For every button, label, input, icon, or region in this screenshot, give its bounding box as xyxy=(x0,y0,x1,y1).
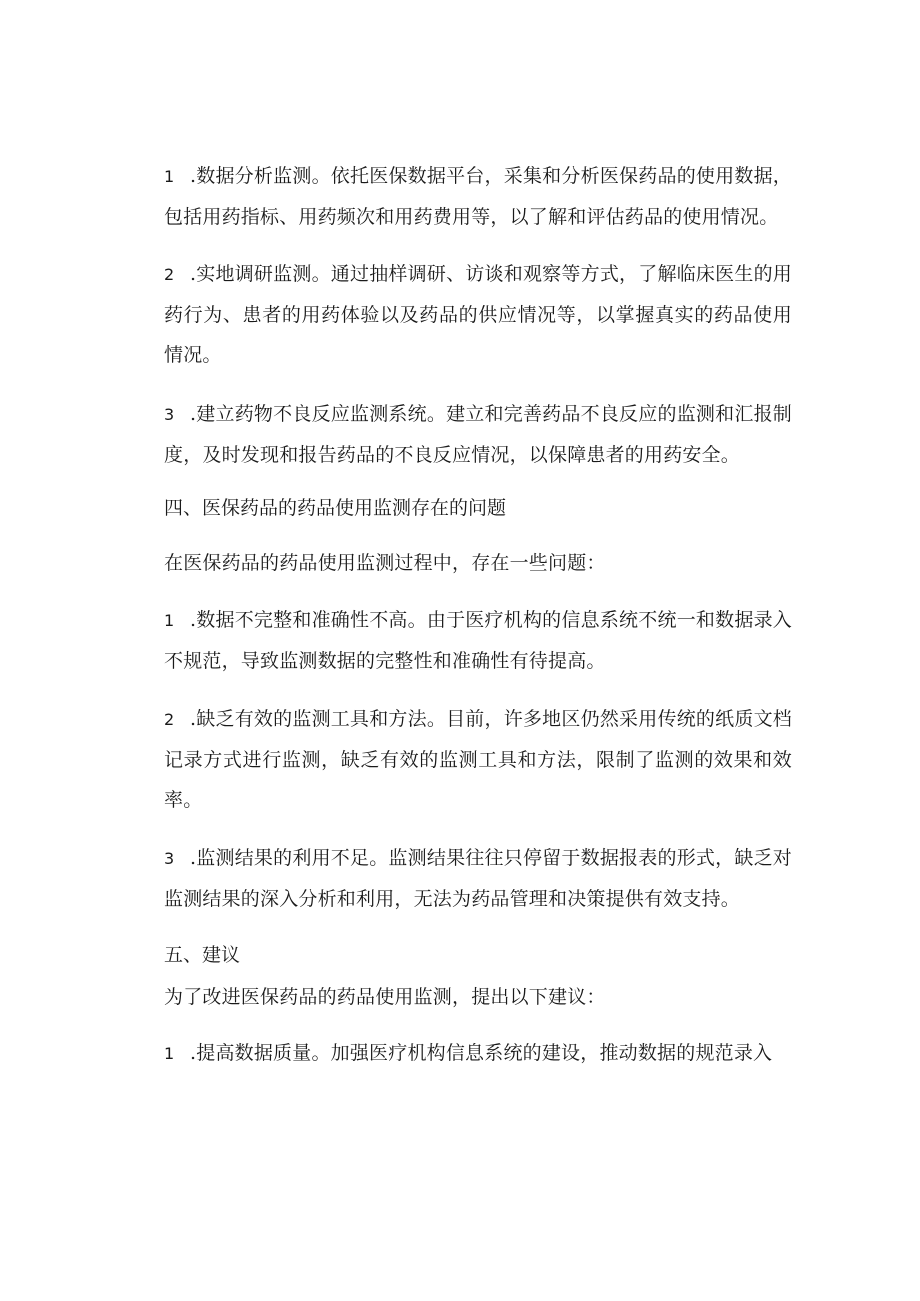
paragraph-text: .实地调研监测。通过抽样调研、访谈和观察等方式，了解临床医生的用药行为、患者的用药体验以及药品的供应情况等，以掌握真实的药品使用情况。 xyxy=(164,263,792,366)
paragraph-data-analysis xyxy=(164,156,792,237)
paragraph-problems-intro: 在医保药品的药品使用监测过程中，存在一些问题： xyxy=(164,552,606,574)
paragraph-suggestions-intro: 为了改进医保药品的药品使用监测，提出以下建议： xyxy=(164,986,606,1008)
paragraph-improve-data-quality xyxy=(164,1033,792,1074)
list-number: 3 xyxy=(164,849,175,868)
paragraph-field-survey xyxy=(164,254,792,375)
paragraph-text: .数据分析监测。依托医保数据平台，采集和分析医保药品的使用数据，包括用药指标、用药频次和用药费用等，以了解和评估药品的使用情况。 xyxy=(164,165,792,228)
paragraph-text: .数据不完整和准确性不高。由于医疗机构的信息系统不统一和数据录入不规范，导致监测数据的完整性和准确性有待提高。 xyxy=(164,609,792,672)
section-heading-4: 四、医保药品的药品使用监测存在的问题 xyxy=(164,497,507,519)
paragraph-adverse-reaction xyxy=(164,394,792,475)
list-number: 3 xyxy=(164,405,175,424)
list-number: 1 xyxy=(164,167,175,186)
list-number: 2 xyxy=(164,710,175,729)
paragraph-results-underused xyxy=(164,838,792,919)
list-number: 1 xyxy=(164,611,175,630)
list-number: 2 xyxy=(164,265,175,284)
paragraph-data-incomplete xyxy=(164,600,792,681)
paragraph-text: .监测结果的利用不足。监测结果往往只停留于数据报表的形式，缺乏对监测结果的深入分析和利用，无法为药品管理和决策提供有效支持。 xyxy=(164,847,792,910)
paragraph-lack-tools xyxy=(164,699,792,820)
paragraph-text: .提高数据质量。加强医疗机构信息系统的建设，推动数据的规范录入 xyxy=(190,1042,773,1064)
paragraph-text: .缺乏有效的监测工具和方法。目前，许多地区仍然采用传统的纸质文档记录方式进行监测，缺乏有效的监测工具和方法，限制了监测的效果和效率。 xyxy=(164,708,792,811)
list-number: 1 xyxy=(164,1044,175,1063)
section-heading-5: 五、建议 xyxy=(164,944,241,966)
paragraph-text: .建立药物不良反应监测系统。建立和完善药品不良反应的监测和汇报制度，及时发现和报告药品的不良反应情况，以保障患者的用药安全。 xyxy=(164,403,792,466)
